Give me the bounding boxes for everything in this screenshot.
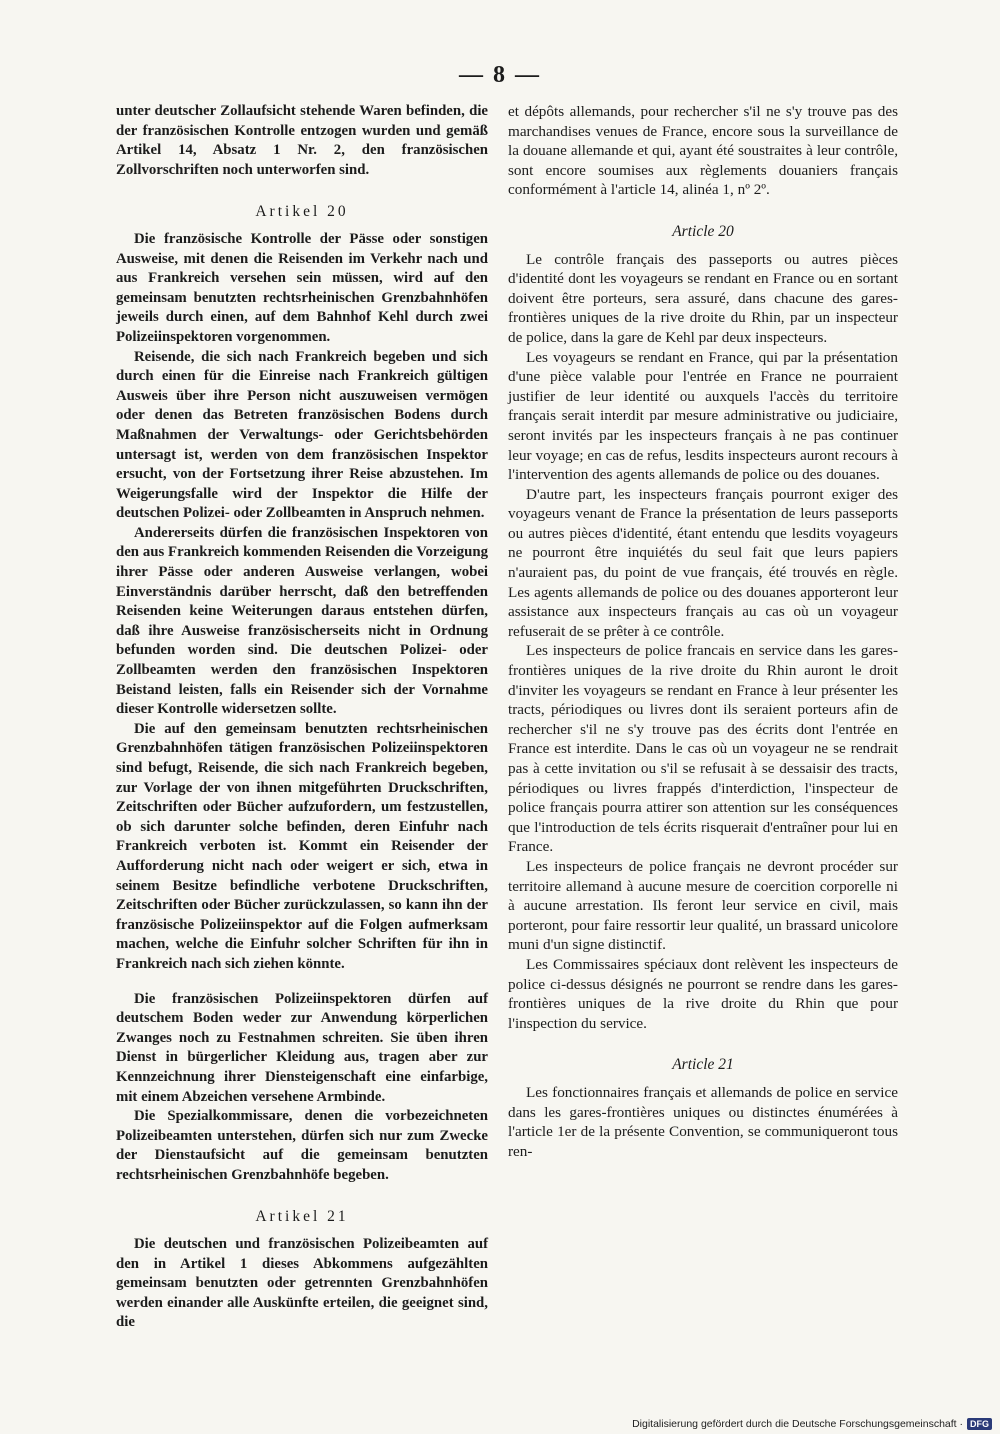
dfg-logo-icon: DFG <box>967 1418 992 1430</box>
french-intro: et dépôts allemands, pour rechercher s'il ne s'y trouve pas des marchandises venues de France, encore sous la surveillance de la douane allemande et qui, ayant été soustraites à leur contrôle, sont encore soumises aux règlements douaniers français conformément à l'article 14, alinéa 1, nº 2º. <box>508 103 898 199</box>
german-art20-paragraph: Die französischen Polizeiinspektoren dürfen auf deutschem Boden weder zur Anwendung körperlichen Zwanges noch zu Festnahmen schreiten. Sie üben ihren Dienst in bürgerlicher Kleidung aus, tragen aber zur Kennzeichnung ihrer Diensteigenschaft eine einfarbige, mit einem Abzeichen versehene Armbinde. <box>116 990 488 1105</box>
german-art20-paragraph: Die auf den gemeinsam benutzten rechtsrheinischen Grenzbahnhöfen tätigen französischen Polizeiinspektoren sind befugt, Reisende, die sich nach Frankreich begeben, zur Vorlage der von ihnen mitgeführten Druckschriften, Zeitschriften oder Bücher aufzufordern, um festzustellen, ob sich darunter solche befinden, deren Einfuhr nach Frankreich verboten ist. Kommt ein Reisender der Aufforderung nicht nach oder weigert er sich, etwa in seinem Besitze befindliche verbotene Druckschriften, Zeitschriften oder Bücher zurückzulassen, so kann ihn der französische Polizeiinspektor auf die Folgen aufmerksam machen, welche die Einfuhr solcher Schriften für ihn in Frankreich nach sich ziehen könnte. <box>116 720 488 972</box>
german-art21-paragraph: Die deutschen und französischen Polizeibeamten auf den in Artikel 1 dieses Abkommens aufgezählten gemeinsam benutzten oder getrennten Grenzbahnhöfen werden einander alle Auskünfte erteilen, die geeignet sind, die <box>116 1236 488 1331</box>
german-column <box>116 102 488 1333</box>
french-art20-paragraph: Les inspecteurs de police francais en service dans les gares-frontières uniques de la rive droite du Rhin auront le droit d'inviter les voyageurs se rendant en France à leur présenter les tracts, périodiques ou livres dont ils seraient porteurs afin de rechercher s'il ne s'y trouve pas des écrits dont l'entrée en France est interdite. Dans le cas où un voyageur ne se rendrait pas à cette invitation ou s'il se refusait à se dessaisir des tracts, périodiques ou livres frappés d'interdiction, l'inspecteur de police français pourra attirer son attention sur les conséquences que l'introduction de tels écrits risquerait d'entraîner pour lui en France. <box>508 642 898 856</box>
french-art21-paragraph: Les fonctionnaires français et allemands de police en service dans les gares-frontières uniques ou distinctes énumérées à l'article 1er de la présente Convention, se communiqueront tous ren- <box>508 1083 898 1160</box>
footer <box>632 1418 992 1430</box>
page-number: — 8 — <box>459 62 541 88</box>
german-art20-paragraph: Die französische Kontrolle der Pässe oder sonstigen Ausweise, mit denen die Reisenden im Verkehr nach und aus Frankreich versehen sein müssen, wird auf den gemeinsam benutzten rechtsrheinischen Grenzbahnhöfen jeweils durch einen, auf dem Bahnhof Kehl durch zwei Polizeiinspektoren vorgenommen. <box>116 230 488 345</box>
footer-text: Digitalisierung gefördert durch die Deutsche Forschungsgemeinschaft · <box>632 1418 963 1430</box>
german-article-20-heading: Artikel 20 <box>255 203 349 221</box>
french-art20-paragraph: Les voyageurs se rendant en France, qui par la présentation d'une pièce valable pour l'entrée en France ne pourraient justifier de leur identité ou auxquels l'accès du territoire français serait interdit par mesure administrative ou judiciaire, seront invités par les inspecteurs français à ne pas continuer leur voyage; en cas de refus, lesdits inspecteurs auront recours à l'intervention des agents allemands de police ou des douanes. <box>508 348 898 484</box>
german-intro: unter deutscher Zollaufsicht stehende Waren befinden, die der französischen Kontrolle entzogen wurden und gemäß Artikel 14, Absatz 1 Nr. 2, den französischen Zollvorschriften noch unterworfen sind. <box>116 103 488 178</box>
french-column <box>508 102 898 1161</box>
french-article-21-heading: Article 21 <box>672 1056 734 1074</box>
german-art20-paragraph: Die Spezialkommissare, denen die vorbezeichneten Polizeibeamten unterstehen, dürfen sich nur zum Zwecke der Dienstaufsicht auf die gemeinsam benutzten rechtsrheinischen Grenzbahnhöfe begeben. <box>116 1108 488 1183</box>
french-art20-paragraph: Le contrôle français des passeports ou autres pièces d'identité dont les voyageurs se rendant en France ou en sortant doivent être porteurs, sera assuré, dans chacune des gares-frontières uniques de la rive droite du Rhin, par un inspecteur de police, dans la gare de Kehl par deux inspecteurs. <box>508 250 898 346</box>
french-art20-paragraph: D'autre part, les inspecteurs français pourront exiger des voyageurs venant de France la présentation de leurs passeports ou autres pièces d'identité, étant entendu que lesdits voyageurs ne pourront être inquiétés du seul fait que leurs papiers n'auraient pas, du point de vue français, été trouvés en règle. Les agents allemands de police ou des douanes apporteront leur assistance aux inspecteurs français au cas où un voyageur refuserait de se prêter à ce contrôle. <box>508 485 898 640</box>
german-article-21-heading: Artikel 21 <box>255 1208 349 1226</box>
french-article-20-heading: Article 20 <box>672 222 734 240</box>
french-art20-paragraph: Les inspecteurs de police français ne devront procéder sur territoire allemand à aucune mesure de coercition corporelle ni à aucune arrestation. Ils feront leur service en civil, mais porteront, pour faire ressortir leur qualité, un brassard unicolore muni d'un signe distinctif. <box>508 857 898 954</box>
french-art20-paragraph: Les Commissaires spéciaux dont relèvent les inspecteurs de police ci-dessus désignés ne pourront se rendre dans les gares-frontières uniques de la rive droite du Rhin que pour l'inspection du service. <box>508 955 898 1032</box>
german-art20-paragraph: Andererseits dürfen die französischen Inspektoren von den aus Frankreich kommenden Reisenden die Vorzeigung ihrer Pässe oder anderen Ausweise verlangen, wobei Einverständnis darüber herrscht, daß den betreffenden Reisenden keine Weiterungen daraus entstehen dürfen, daß ihre Ausweise französischerseits nicht in Ordnung befunden worden sind. Die deutschen Polizei- oder Zollbeamten werden den französischen Inspektoren Beistand leisten, falls ein Reisender sich der Vornahme dieser Kontrolle widersetzen sollte. <box>116 524 488 718</box>
german-art20-paragraph: Reisende, die sich nach Frankreich begeben und sich durch einen für die Einreise nach Frankreich gültigen Ausweis über ihre Person nicht auszuweisen vermögen oder denen das Betreten französischen Bodens durch Maßnahmen der Verwaltungs- oder Gerichtsbehörden untersagt ist, werden von dem französischen Inspektor ersucht, von der Fortsetzung ihrer Reise abzustehen. Im Weigerungsfalle wird der Inspektor die Hilfe der deutschen Polizei- oder Zollbeamten in Anspruch nehmen. <box>116 348 488 522</box>
